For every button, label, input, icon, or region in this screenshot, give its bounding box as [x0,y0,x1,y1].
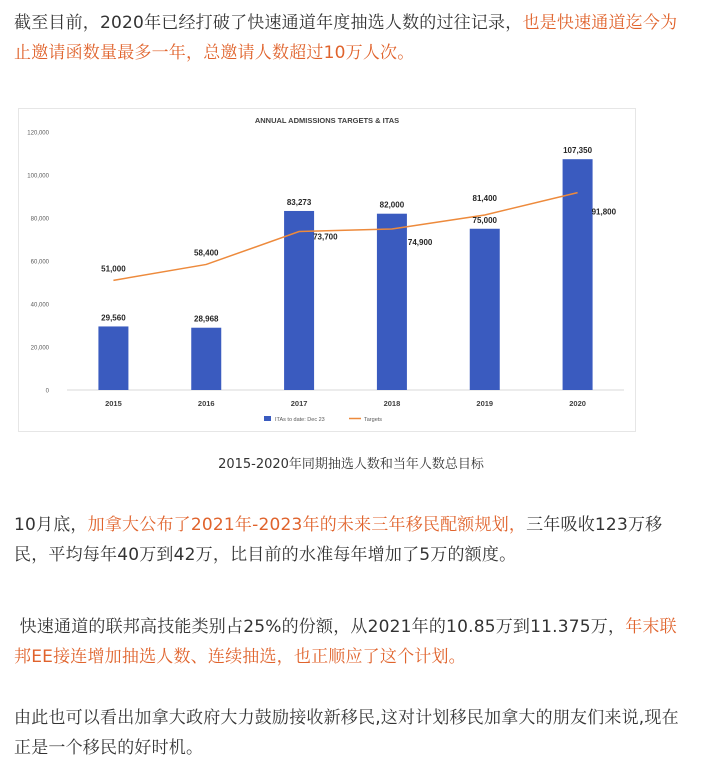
admissions-chart-svg [19,109,635,431]
target-value-label: 81,400 [472,193,497,203]
conclusion-paragraph: 由此也可以看出加拿大政府大力鼓励接收新移民,这对计划移民加拿大的朋友们来说,现在正是一个移民的好时机。 [14,708,679,758]
bar [563,159,593,390]
y-tick-label: 80,000 [30,216,49,223]
x-tick-label: 2016 [197,399,215,408]
bar [470,229,500,390]
data-labels [101,146,616,324]
target-value-label: 73,700 [313,232,338,242]
bar-series [98,159,592,390]
intro-text: 截至目前，2020年已经打破了快速通道年度抽选人数的过往记录， [14,13,523,33]
bar-value-label: 82,000 [379,200,405,210]
legend-line-label: Targets [364,417,383,423]
quota-highlight: 加拿大公布了2021年-2023年的未来三年移民配额规划， [87,515,527,535]
bar-value-label: 29,560 [101,313,126,323]
y-tick-label: 20,000 [30,345,49,352]
y-tick-label: 60,000 [30,259,49,266]
quota-text-start: 10月底， [14,515,88,535]
legend-bar-label: ITAs to date: Dec 23 [275,417,325,423]
chart-title: ANNUAL ADMISSIONS TARGETS & ITAS [254,116,400,125]
bar-value-label: 107,350 [563,146,593,156]
intro-paragraph [14,8,694,68]
x-tick-label: 2019 [476,399,494,408]
quota-paragraph [14,510,694,570]
y-tick-label: 40,000 [30,302,49,309]
target-value-label: 58,400 [194,248,219,258]
express-entry-paragraph [14,612,694,672]
y-tick-label: 120,000 [27,130,49,137]
x-tick-label: 2017 [290,399,308,408]
legend-bar-swatch [264,416,271,421]
bar-value-label: 75,000 [472,215,497,225]
quota-text-end: 三年吸收123万移民，平均每年40万到42万，比目前的水准每年增加了5万的额度。 [14,515,663,565]
intro-highlight: 也是快速通道迄今为止邀请函数量最多一年，总邀请人数超过10万人次。 [14,13,678,63]
bar [284,211,314,390]
line-series [113,193,577,281]
y-tick-label: 0 [45,388,49,395]
target-value-label: 51,000 [101,264,126,274]
x-axis [105,399,586,408]
x-tick-label: 2015 [105,399,122,408]
bar-value-label: 83,273 [286,197,312,207]
express-entry-highlight: 年末联邦EE接连增加抽选人数、连续抽选，也正顺应了这个计划。 [14,617,677,667]
chart-caption: 2015-2020年同期抽选人数和当年人数总目标 [218,457,484,472]
express-entry-text: 快速通道的联邦高技能类别占25%的份额，从2021年的10.85万到11.375万， [14,617,626,637]
x-tick-label: 2020 [569,399,586,408]
bar [98,326,128,390]
x-tick-label: 2018 [383,399,401,408]
target-value-label: 91,800 [591,207,617,217]
bar [191,328,221,390]
target-value-label: 74,900 [407,237,433,247]
bar-value-label: 28,968 [194,314,219,324]
admissions-chart [18,108,636,432]
chart-legend [264,416,382,423]
bar [377,214,407,390]
y-tick-label: 100,000 [27,173,49,180]
target-line [113,193,577,281]
